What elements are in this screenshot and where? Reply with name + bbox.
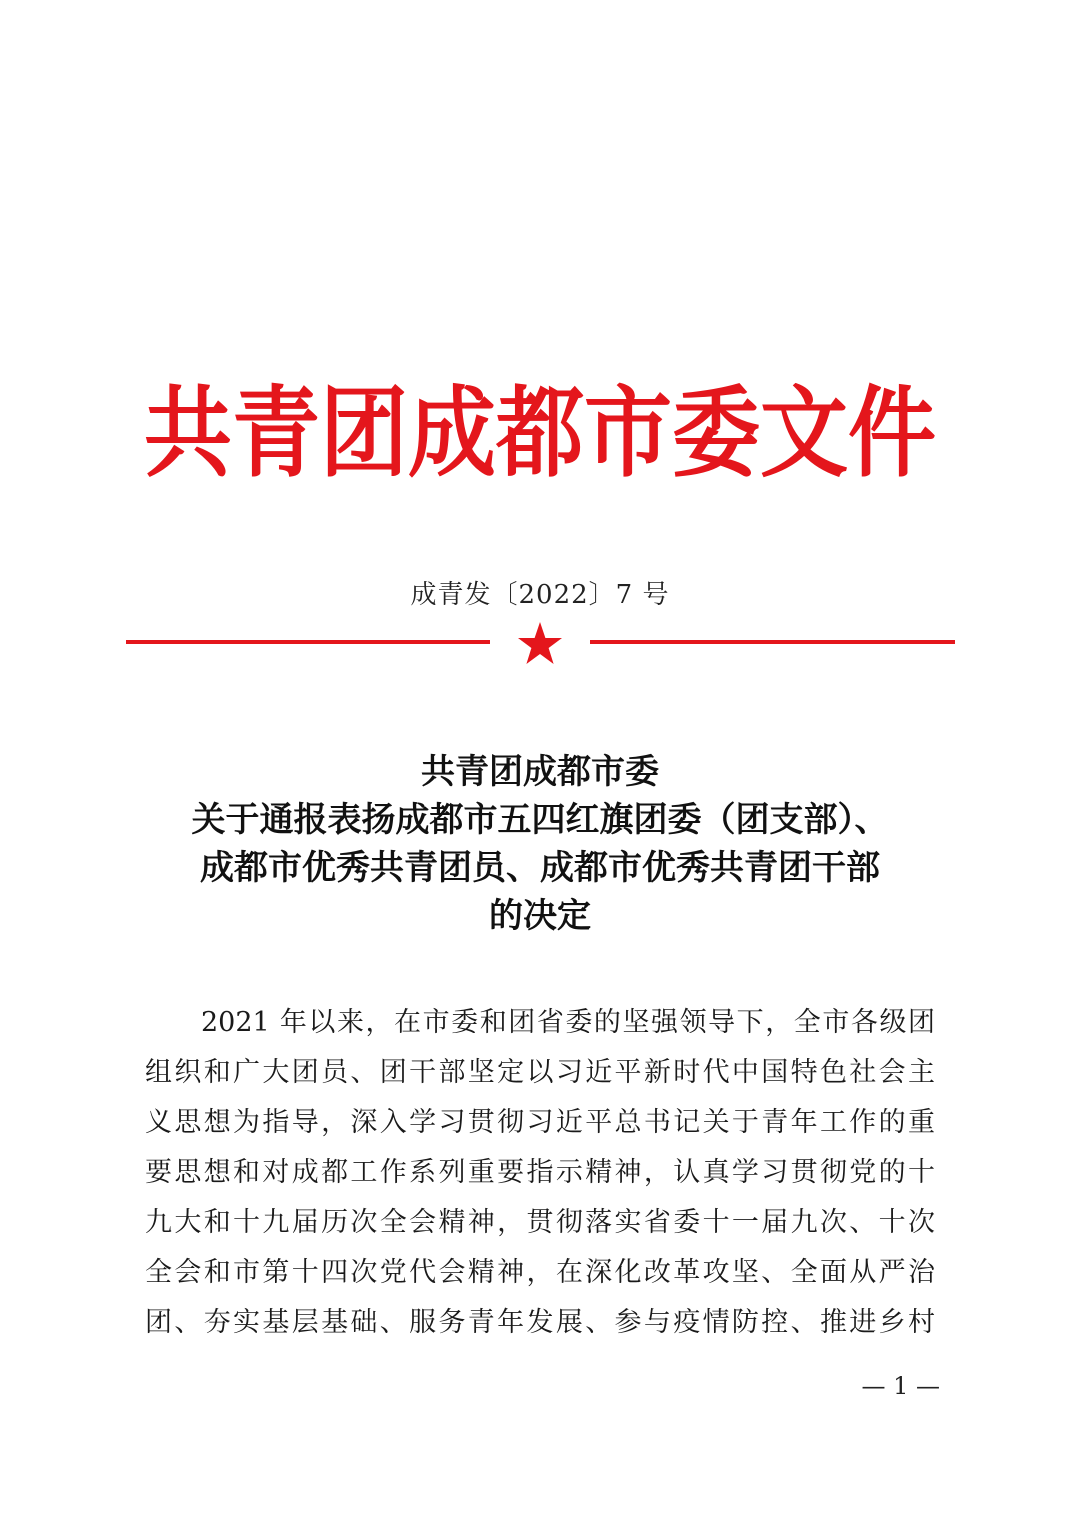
- body-line: 义思想为指导，深入学习贯彻习近平总书记关于青年工作的重: [145, 1107, 935, 1138]
- body-line: 组织和广大团员、团干部坚定以习近平新时代中国特色社会主: [145, 1057, 935, 1088]
- body-line: 全会和市第十四次党代会精神，在深化改革攻坚、全面从严治: [145, 1257, 935, 1288]
- star-icon: [517, 621, 563, 665]
- body-line: 要思想和对成都工作系列重要指示精神，认真学习贯彻党的十: [145, 1157, 935, 1188]
- title-line: 关于通报表扬成都市五四红旗团委（团支部）、: [191, 800, 889, 840]
- body-line: 2021 年以来，在市委和团省委的坚强领导下，全市各级团: [201, 1007, 935, 1038]
- page-number: — 1 —: [861, 1372, 940, 1400]
- title-line: 的决定: [489, 896, 591, 936]
- document-number: 成青发〔2022〕7 号: [410, 580, 670, 610]
- title-line: 成都市优秀共青团员、成都市优秀共青团干部: [200, 848, 880, 888]
- document-masthead: 共青团成都市委文件: [143, 375, 936, 491]
- body-line: 九大和十九届历次全会精神，贯彻落实省委十一届九次、十次: [145, 1207, 935, 1238]
- red-divider: [0, 618, 1080, 668]
- document-title: [0, 748, 1080, 940]
- body-line: 团、夯实基层基础、服务青年发展、参与疫情防控、推进乡村: [145, 1307, 935, 1338]
- divider-line-right: [590, 640, 955, 644]
- body-paragraph: [145, 998, 935, 1348]
- divider-line-left: [126, 640, 490, 644]
- title-line: 共青团成都市委: [421, 752, 659, 792]
